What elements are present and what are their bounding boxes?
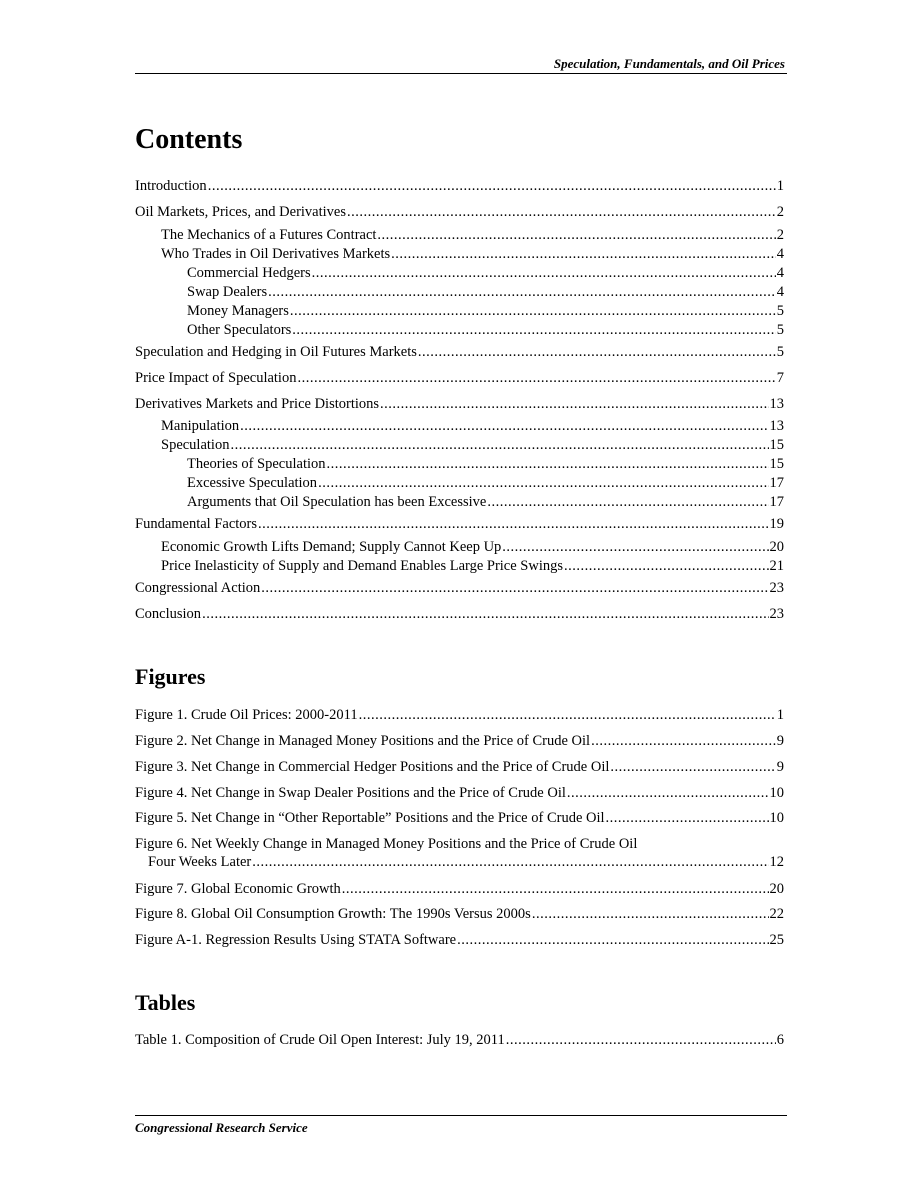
figure-entry-title: Figure 2. Net Change in Managed Money Positions and the Price of Crude Oil [135, 733, 591, 749]
figure-entry-page: 20 [769, 881, 784, 897]
toc-entry-fundamental-factors[interactable] [135, 515, 784, 533]
leader-dots [268, 283, 776, 301]
leader-dots [610, 758, 775, 776]
figure-entry-5[interactable] [135, 809, 784, 827]
leader-dots [342, 880, 769, 898]
figure-entry-title: Figure 4. Net Change in Swap Dealer Positions and the Price of Crude Oil [135, 785, 566, 801]
figure-entry-4[interactable] [135, 784, 784, 802]
toc-entry-title: Introduction [135, 178, 207, 194]
figure-entry-2[interactable] [135, 732, 784, 750]
leader-dots [506, 1031, 776, 1049]
leader-dots [418, 343, 776, 361]
leader-dots [261, 579, 768, 597]
leader-dots [377, 226, 775, 244]
figure-entry-title: Figure 5. Net Change in “Other Reportable” Positions and the Price of Crude Oil [135, 810, 605, 826]
toc-entry-title: Theories of Speculation [187, 456, 326, 472]
toc-entry-price-distortions[interactable] [135, 395, 784, 413]
toc-entry-conclusion[interactable] [135, 605, 784, 623]
running-header: Speculation, Fundamentals, and Oil Prices [553, 56, 785, 71]
figure-entry-a1[interactable] [135, 931, 784, 949]
figure-entry-page: 22 [769, 906, 784, 922]
leader-dots [292, 321, 775, 339]
toc-entry-excessive[interactable] [135, 474, 784, 492]
figure-entry-page: 9 [776, 733, 784, 749]
figure-entry-page: 12 [769, 854, 784, 870]
toc-entry-page: 2 [776, 227, 784, 243]
toc-entry-page: 1 [776, 178, 784, 194]
figure-entry-page: 25 [769, 932, 784, 948]
toc-entry-page: 19 [769, 516, 784, 532]
toc-entry-swap-dealers[interactable] [135, 283, 784, 301]
leader-dots [297, 369, 775, 387]
toc-entry-introduction[interactable] [135, 177, 784, 195]
toc-entry-page: 20 [769, 539, 784, 555]
leader-dots [202, 605, 768, 623]
leader-dots [347, 203, 776, 221]
toc-entry-page: 5 [776, 303, 784, 319]
leader-dots [532, 905, 769, 923]
toc-entry-page: 15 [769, 456, 784, 472]
leader-dots [258, 515, 768, 533]
leader-dots [208, 177, 776, 195]
toc-entry-page: 21 [769, 558, 784, 574]
toc-entry-title: Fundamental Factors [135, 516, 258, 532]
leader-dots [252, 853, 768, 871]
toc-entry-page: 17 [769, 475, 784, 491]
tables-heading: Tables [135, 990, 196, 1015]
leader-dots [487, 493, 768, 511]
toc-entry-who-trades[interactable] [135, 245, 784, 263]
leader-dots [457, 931, 768, 949]
toc-entry-title: Price Impact of Speculation [135, 370, 297, 386]
toc-entry-page: 23 [769, 580, 784, 596]
leader-dots [327, 455, 769, 473]
header-rule [135, 73, 787, 74]
leader-dots [502, 538, 768, 556]
toc-entry-manipulation[interactable] [135, 417, 784, 435]
toc-entry-page: 17 [769, 494, 784, 510]
figure-entry-title: Figure 6. Net Weekly Change in Managed Money Positions and the Price of Crude Oil [135, 836, 638, 852]
leader-dots [564, 557, 768, 575]
toc-entry-title: Price Inelasticity of Supply and Demand Enables Large Price Swings [161, 558, 564, 574]
figures-heading: Figures [135, 664, 206, 689]
toc-entry-page: 4 [776, 246, 784, 262]
toc-entry-page: 23 [769, 606, 784, 622]
figure-entry-title-continued: Four Weeks Later [148, 854, 252, 870]
toc-entry-title: Economic Growth Lifts Demand; Supply Cannot Keep Up [161, 539, 502, 555]
figure-entry-page: 10 [769, 785, 784, 801]
toc-entry-title: Conclusion [135, 606, 202, 622]
figure-entry-title: Figure A-1. Regression Results Using STATA Software [135, 932, 457, 948]
figure-entry-1[interactable] [135, 706, 784, 724]
figure-entry-page: 10 [769, 810, 784, 826]
toc-entry-title: Swap Dealers [187, 284, 268, 300]
toc-entry-title: Speculation [161, 437, 230, 453]
toc-entry-title: Manipulation [161, 418, 240, 434]
leader-dots [318, 474, 768, 492]
table-entry-1[interactable] [135, 1031, 784, 1049]
toc-entry-title: Oil Markets, Prices, and Derivatives [135, 204, 347, 220]
toc-entry-other-speculators[interactable] [135, 321, 784, 339]
figure-entry-page: 9 [776, 759, 784, 775]
figure-entry-7[interactable] [135, 880, 784, 898]
figure-entry-title: Figure 7. Global Economic Growth [135, 881, 341, 897]
leader-dots [567, 784, 769, 802]
toc-entry-title: Who Trades in Oil Derivatives Markets [161, 246, 391, 262]
leader-dots [240, 417, 768, 435]
figure-entry-6[interactable] [135, 835, 784, 871]
toc-entry-commercial-hedgers[interactable] [135, 264, 784, 282]
leader-dots [290, 302, 776, 320]
leader-dots [380, 395, 768, 413]
toc-entry-speculation-hedging[interactable] [135, 343, 784, 361]
toc-entry-price-impact[interactable] [135, 369, 784, 387]
toc-entry-page: 5 [776, 344, 784, 360]
toc-entry-title: Derivatives Markets and Price Distortions [135, 396, 380, 412]
toc-entry-page: 7 [776, 370, 784, 386]
table-entry-title: Table 1. Composition of Crude Oil Open Interest: July 19, 2011 [135, 1032, 505, 1048]
toc-entry-speculation[interactable] [135, 436, 784, 454]
toc-entry-page: 5 [776, 322, 784, 338]
toc-entry-title: Other Speculators [187, 322, 292, 338]
figure-entry-page: 1 [776, 707, 784, 723]
toc-entry-title: Arguments that Oil Speculation has been Excessive [187, 494, 487, 510]
figure-entry-8[interactable] [135, 905, 784, 923]
toc-entry-arguments[interactable] [135, 493, 784, 511]
footer-rule [135, 1115, 787, 1116]
toc-entry-title: The Mechanics of a Futures Contract [161, 227, 377, 243]
toc-entry-oil-markets[interactable] [135, 203, 784, 221]
toc-entry-title: Money Managers [187, 303, 289, 319]
toc-entry-page: 13 [769, 418, 784, 434]
toc-entry-congressional-action[interactable] [135, 579, 784, 597]
toc-entry-title: Commercial Hedgers [187, 265, 311, 281]
toc-entry-theories[interactable] [135, 455, 784, 473]
leader-dots [591, 732, 776, 750]
figure-entry-3[interactable] [135, 758, 784, 776]
leader-dots [312, 264, 776, 282]
toc-entry-page: 4 [776, 284, 784, 300]
leader-dots [391, 245, 776, 263]
toc-entry-page: 15 [769, 437, 784, 453]
toc-entry-title: Congressional Action [135, 580, 261, 596]
toc-entry-page: 4 [776, 265, 784, 281]
toc-entry-money-managers[interactable] [135, 302, 784, 320]
toc-entry-page: 13 [769, 396, 784, 412]
figure-entry-title: Figure 8. Global Oil Consumption Growth: The 1990s Versus 2000s [135, 906, 531, 922]
leader-dots [230, 436, 768, 454]
running-footer: Congressional Research Service [135, 1120, 308, 1135]
figure-entry-title: Figure 3. Net Change in Commercial Hedger Positions and the Price of Crude Oil [135, 759, 610, 775]
table-entry-page: 6 [776, 1032, 784, 1048]
toc-entry-title: Excessive Speculation [187, 475, 318, 491]
figure-entry-title: Figure 1. Crude Oil Prices: 2000-2011 [135, 707, 358, 723]
toc-entry-price-inelasticity[interactable] [135, 557, 784, 575]
toc-entry-title: Speculation and Hedging in Oil Futures Markets [135, 344, 417, 360]
leader-dots [606, 809, 769, 827]
toc-entry-economic-growth[interactable] [135, 538, 784, 556]
contents-heading: Contents [135, 124, 243, 155]
toc-entry-page: 2 [776, 204, 784, 220]
toc-entry-mechanics[interactable] [135, 226, 784, 244]
leader-dots [359, 706, 776, 724]
